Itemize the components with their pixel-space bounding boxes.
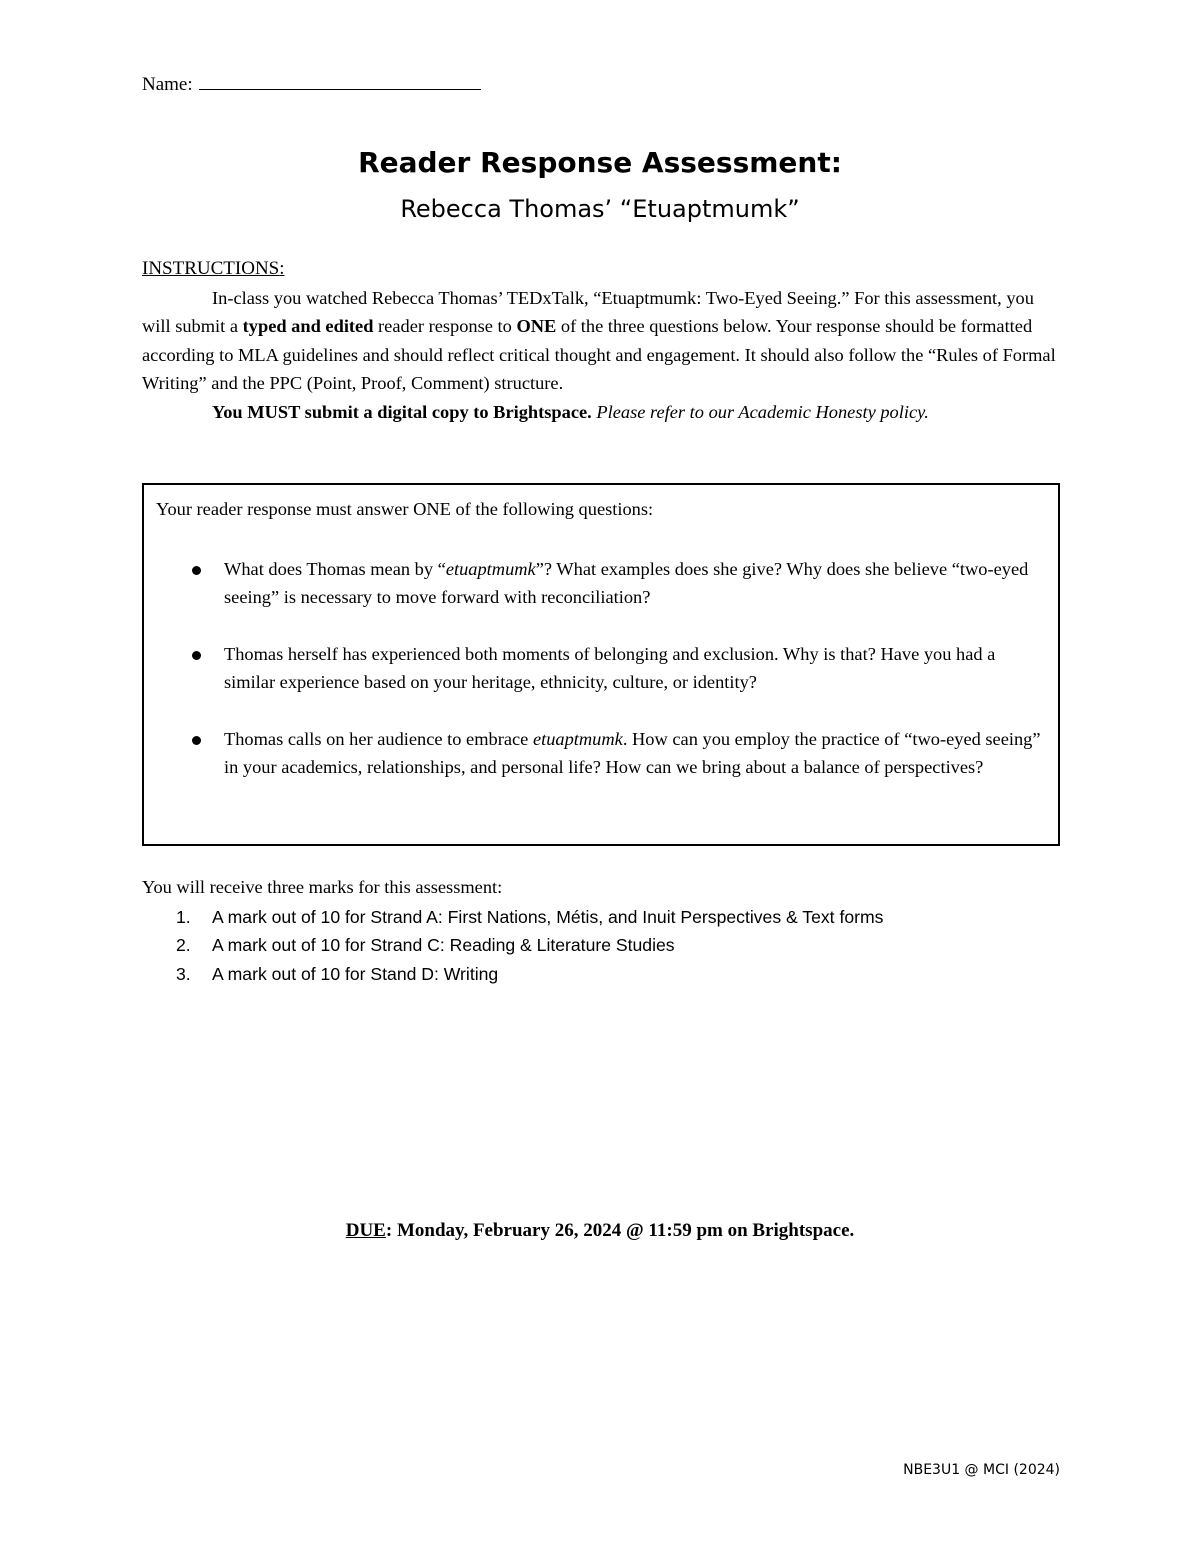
question-1-italic: etuaptmumk (445, 559, 536, 579)
mark-number: 1. (176, 907, 191, 927)
mark-number: 3. (176, 963, 191, 984)
mark-text: A mark out of 10 for Strand A: First Nations, Métis, and Inuit Perspectives & Text forms (212, 907, 884, 927)
instructions-heading (142, 257, 285, 281)
mark-item (142, 931, 883, 959)
mark-text: A mark out of 10 for Stand D: Writing (212, 963, 499, 984)
question-3-text-a: Thomas calls on her audience to embrace (224, 728, 533, 749)
marks-list (142, 903, 883, 988)
academic-honesty-note: Please refer to our Academic Honesty policy. (596, 401, 929, 422)
instructions-text-a: In-class you watched Rebecca Thomas’ TEDxTalk, “Etuaptmumk: Two-Eyed Seeing.” For this assessment, you will submit a (142, 288, 1034, 337)
questions-box (142, 483, 1060, 846)
question-2-text: Thomas herself has experienced both moments of belonging and exclusion. Why is that? Have you had a similar experience based on your heritage, ethnicity, culture, or identity? (224, 643, 996, 693)
question-item (188, 725, 1048, 782)
name-label: Name: (142, 74, 193, 95)
instructions-heading-text: INSTRUCTIONS (142, 258, 280, 279)
question-item (188, 555, 1048, 612)
instructions-text-b: reader response to (373, 316, 517, 337)
question-item (188, 640, 1048, 697)
instructions-bold-typed-edited: typed and edited (242, 316, 374, 337)
instructions-body (142, 284, 1062, 426)
questions-list (188, 555, 1048, 809)
question-3-text-b: . How can you employ the practice of “two-eyed seeing” in your academics, relationships, and personal life? How can we bring about a balance of perspectives? (224, 728, 1041, 778)
due-date (0, 1218, 1200, 1244)
due-colon: : (385, 1220, 393, 1241)
mark-item (142, 903, 883, 931)
mark-item (142, 960, 883, 988)
instructions-paragraph-2 (142, 398, 1062, 426)
instructions-bold-one: ONE (516, 316, 557, 337)
name-field-line (142, 72, 481, 97)
question-1-text-a: What does Thomas mean by “ (224, 559, 446, 579)
instructions-heading-colon: : (279, 258, 285, 279)
page-footer: NBE3U1 @ MCI (2024) (903, 1462, 1060, 1478)
mark-number: 2. (176, 935, 191, 956)
page-subtitle: Rebecca Thomas’ “Etuaptmumk” (400, 195, 800, 223)
question-1-text-b: ”? What examples does she give? Why does she believe “two-eyed seeing” is necessary to move forward with reconciliation? (224, 559, 1029, 608)
page-title: Reader Response Assessment: (358, 146, 842, 179)
bullet-icon (192, 566, 201, 575)
instructions-text-c: of the three questions below. Your response should be formatted according to MLA guidelines and should reflect critical thought and engagement. It should also follow the “Rules of Formal Writing” and the PPC (Point, Proof, Comment) structure. (142, 316, 1056, 394)
submit-notice: You MUST submit a digital copy to Brightspace. (212, 401, 592, 422)
instructions-paragraph-1 (142, 284, 1062, 398)
mark-text: A mark out of 10 for Strand C: Reading & Literature Studies (212, 935, 675, 956)
questions-intro: Your reader response must answer ONE of the following questions: (156, 499, 654, 519)
due-text: Monday, February 26, 2024 @ 11:59 pm on Brightspace. (392, 1220, 855, 1241)
marks-intro: You will receive three marks for this assessment: (142, 877, 503, 897)
name-blank (199, 72, 481, 90)
bullet-icon (192, 736, 201, 745)
due-label: DUE (345, 1220, 386, 1241)
question-3-italic: etuaptmumk (532, 728, 623, 749)
bullet-icon (192, 651, 201, 660)
